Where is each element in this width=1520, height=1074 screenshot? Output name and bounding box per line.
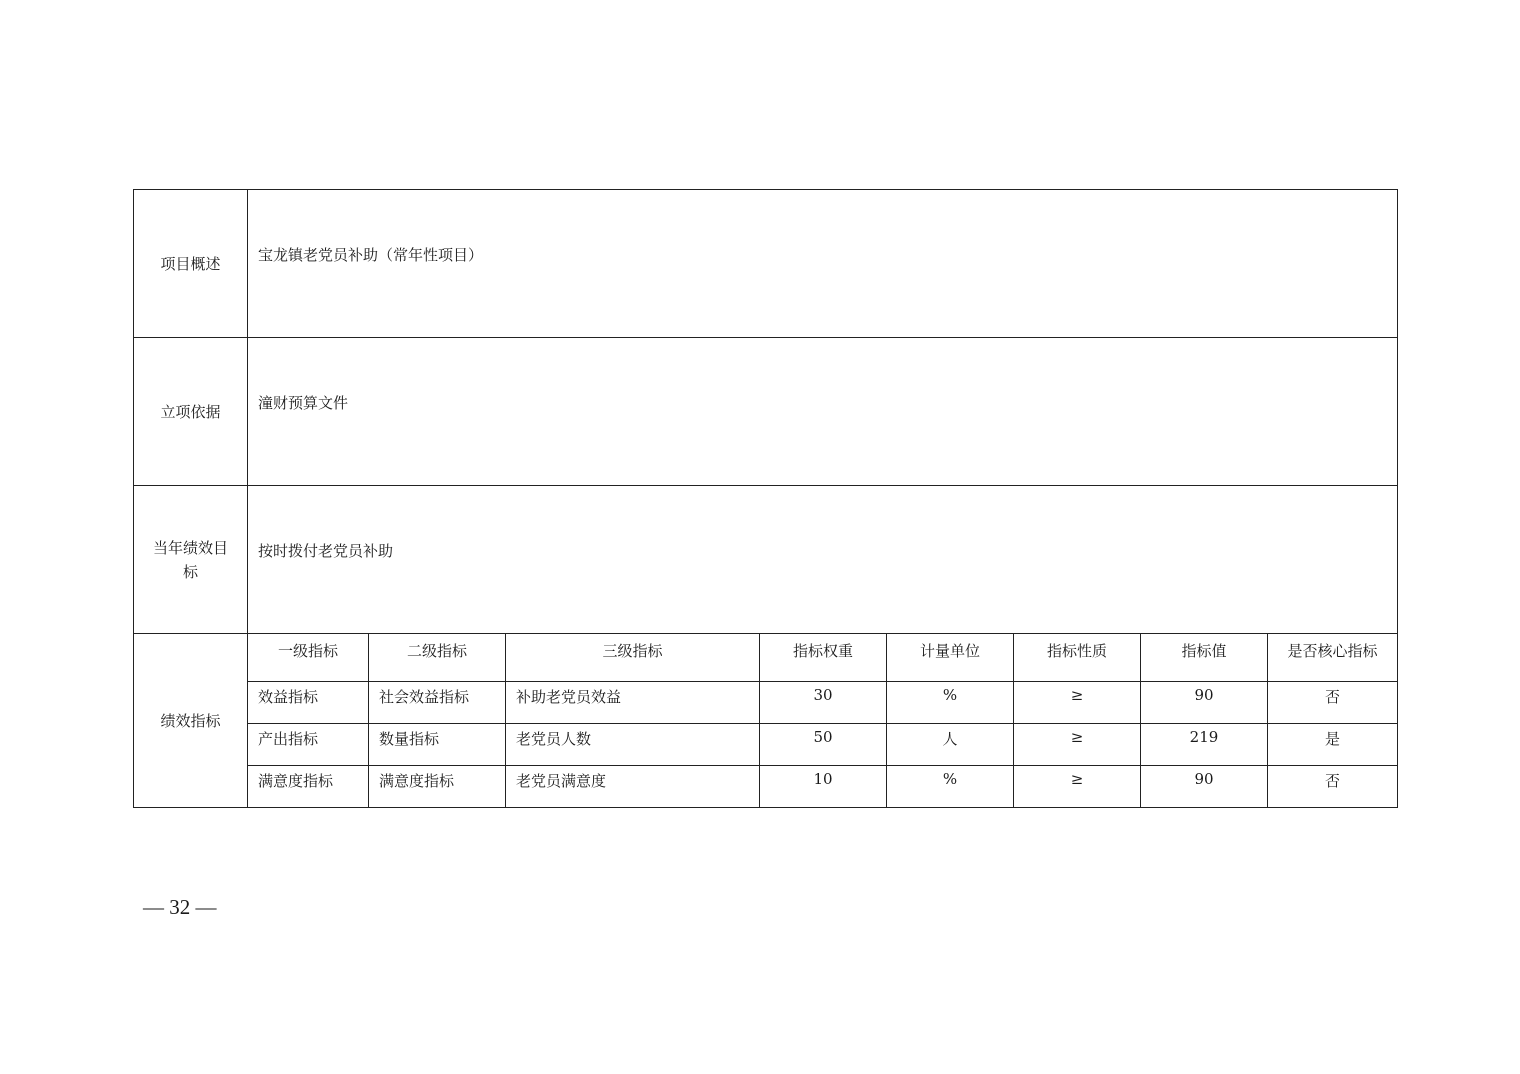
- basis-label: 立项依据: [134, 338, 248, 486]
- value-cell: 90: [1141, 766, 1268, 808]
- level2-cell: 社会效益指标: [369, 682, 506, 724]
- level1-cell: 满意度指标: [248, 766, 369, 808]
- column-header: 计量单位: [887, 634, 1014, 682]
- nature-cell: ≥: [1014, 682, 1141, 724]
- level1-cell: 效益指标: [248, 682, 369, 724]
- overview-value: 宝龙镇老党员补助（常年性项目）: [248, 190, 1398, 338]
- unit-cell: %: [887, 682, 1014, 724]
- weight-cell: 30: [760, 682, 887, 724]
- indicators-label: 绩效指标: [134, 634, 248, 808]
- weight-cell: 10: [760, 766, 887, 808]
- goal-value: 按时拨付老党员补助: [248, 486, 1398, 634]
- nature-cell: ≥: [1014, 724, 1141, 766]
- column-header: 二级指标: [369, 634, 506, 682]
- column-header: 一级指标: [248, 634, 369, 682]
- level2-cell: 满意度指标: [369, 766, 506, 808]
- level2-cell: 数量指标: [369, 724, 506, 766]
- goal-row: [134, 486, 1398, 634]
- table-row: [134, 682, 1398, 724]
- basis-value: 潼财预算文件: [248, 338, 1398, 486]
- column-header: 指标权重: [760, 634, 887, 682]
- table-row: [134, 724, 1398, 766]
- value-cell: 219: [1141, 724, 1268, 766]
- core-cell: 否: [1268, 682, 1398, 724]
- level1-cell: 产出指标: [248, 724, 369, 766]
- table-row: [134, 766, 1398, 808]
- page-number: — 32 —: [143, 895, 217, 919]
- overview-row: [134, 190, 1398, 338]
- project-performance-table: [133, 189, 1398, 808]
- core-cell: 是: [1268, 724, 1398, 766]
- overview-label: 项目概述: [134, 190, 248, 338]
- goal-label: 当年绩效目标: [134, 486, 248, 634]
- level3-cell: 老党员人数: [506, 724, 760, 766]
- weight-cell: 50: [760, 724, 887, 766]
- column-header: 指标值: [1141, 634, 1268, 682]
- unit-cell: %: [887, 766, 1014, 808]
- level3-cell: 补助老党员效益: [506, 682, 760, 724]
- core-cell: 否: [1268, 766, 1398, 808]
- indicator-header-row: [134, 634, 1398, 682]
- basis-row: [134, 338, 1398, 486]
- unit-cell: 人: [887, 724, 1014, 766]
- column-header: 是否核心指标: [1268, 634, 1398, 682]
- value-cell: 90: [1141, 682, 1268, 724]
- column-header: 三级指标: [506, 634, 760, 682]
- level3-cell: 老党员满意度: [506, 766, 760, 808]
- column-header: 指标性质: [1014, 634, 1141, 682]
- nature-cell: ≥: [1014, 766, 1141, 808]
